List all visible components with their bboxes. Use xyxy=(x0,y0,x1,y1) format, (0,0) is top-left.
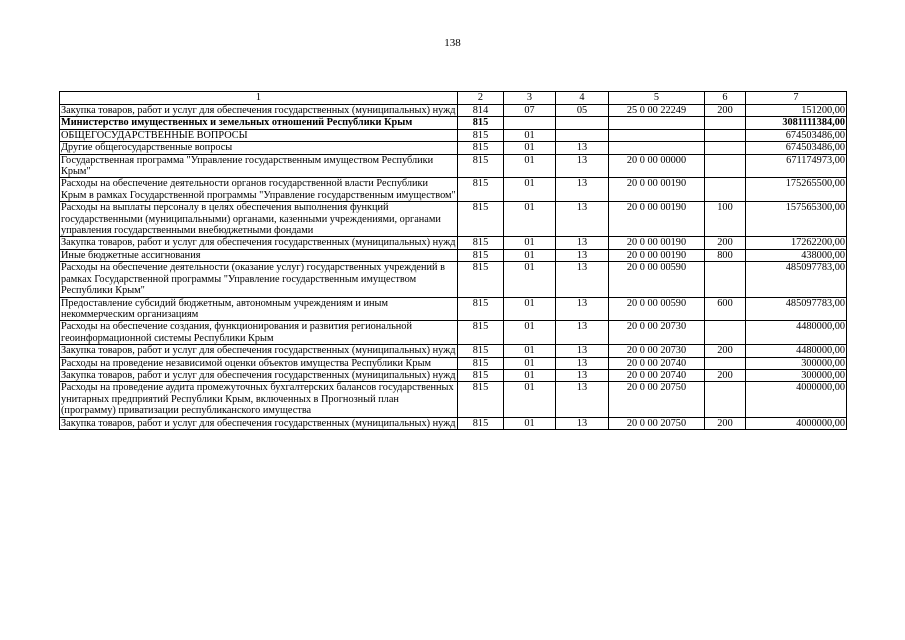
subsection-code xyxy=(556,129,609,141)
amount: 300000,00 xyxy=(746,369,847,381)
target-code: 20 0 00 20740 xyxy=(609,369,705,381)
admin-code: 815 xyxy=(458,202,504,237)
section-code: 01 xyxy=(504,154,556,178)
subsection-code: 05 xyxy=(556,105,609,117)
amount: 3081111384,00 xyxy=(746,117,847,129)
row-name: Расходы на обеспечение деятельности органов государственной власти Республики Крым в рамках Государственной программы "Управление государственным имуществом" xyxy=(61,178,456,201)
section-code: 01 xyxy=(504,345,556,357)
subsection-code: 13 xyxy=(556,262,609,297)
subsection-code: 13 xyxy=(556,369,609,381)
section-code: 01 xyxy=(504,249,556,261)
target-code: 20 0 00 20750 xyxy=(609,382,705,417)
section-code xyxy=(504,117,556,129)
target-code xyxy=(609,142,705,154)
expense-type-code xyxy=(705,142,746,154)
amount: 151200,00 xyxy=(746,105,847,117)
admin-code: 814 xyxy=(458,105,504,117)
expense-type-code xyxy=(705,154,746,178)
subsection-code: 13 xyxy=(556,417,609,429)
row-name: Иные бюджетные ассигнования xyxy=(60,249,458,261)
expense-type-code: 600 xyxy=(705,297,746,321)
admin-code: 815 xyxy=(458,357,504,369)
amount: 485097783,00 xyxy=(746,297,847,321)
admin-code: 815 xyxy=(458,417,504,429)
amount: 300000,00 xyxy=(746,357,847,369)
row-name: Расходы на выплаты персоналу в целях обеспечения выполнения функций государственными (муниципальными) органами, казенными учреждениями, органами управления государственными внебюджетными фондами xyxy=(60,202,458,237)
expense-type-code: 100 xyxy=(705,202,746,237)
subsection-code: 13 xyxy=(556,154,609,178)
expense-type-code: 800 xyxy=(705,249,746,261)
subsection-code: 13 xyxy=(556,249,609,261)
table-row xyxy=(60,297,847,321)
table-row xyxy=(60,154,847,178)
amount: 157565300,00 xyxy=(746,202,847,237)
column-header: 1 xyxy=(60,92,458,105)
table-row xyxy=(60,369,847,381)
subsection-code: 13 xyxy=(556,297,609,321)
expense-type-code: 200 xyxy=(705,345,746,357)
amount: 175265500,00 xyxy=(746,178,847,202)
row-name: Министерство имущественных и земельных отношений Республики Крым xyxy=(60,117,458,129)
expense-type-code xyxy=(705,357,746,369)
row-name: Расходы на обеспечение деятельности (оказание услуг) государственных учреждений в рамках Государственной программы "Управление государственным имуществом Республики Крым" xyxy=(60,262,458,297)
expense-type-code xyxy=(705,178,746,202)
subsection-code: 13 xyxy=(556,321,609,345)
table-row xyxy=(60,237,847,249)
amount: 674503486,00 xyxy=(746,142,847,154)
section-code: 01 xyxy=(504,262,556,297)
table-row xyxy=(60,262,847,297)
admin-code: 815 xyxy=(458,142,504,154)
target-code: 20 0 00 20750 xyxy=(609,417,705,429)
subsection-code: 13 xyxy=(556,237,609,249)
expense-type-code xyxy=(705,382,746,417)
section-code: 01 xyxy=(504,202,556,237)
subsection-code: 13 xyxy=(556,142,609,154)
amount: 438000,00 xyxy=(746,249,847,261)
expense-type-code xyxy=(705,117,746,129)
admin-code: 815 xyxy=(458,369,504,381)
amount: 4000000,00 xyxy=(746,382,847,417)
table-row xyxy=(60,249,847,261)
section-code: 01 xyxy=(504,357,556,369)
amount: 671174973,00 xyxy=(746,154,847,178)
expense-type-code: 200 xyxy=(705,417,746,429)
target-code: 20 0 00 00190 xyxy=(609,237,705,249)
table-body xyxy=(60,105,847,430)
table-row xyxy=(60,417,847,429)
target-code: 20 0 00 00190 xyxy=(609,202,705,237)
section-code: 07 xyxy=(504,105,556,117)
row-name: Закупка товаров, работ и услуг для обеспечения государственных (муниципальных) нужд xyxy=(61,105,456,116)
row-name: Государственная программа "Управление государственным имуществом Республики Крым" xyxy=(60,154,458,178)
table-row xyxy=(60,382,847,417)
amount: 485097783,00 xyxy=(746,262,847,297)
row-name: Расходы на проведение аудита промежуточных бухгалтерских балансов государственных унитарных предприятий Республики Крым, включенных в Прогнозный план (программу) приватизации республиканского имущества xyxy=(60,382,458,417)
column-header: 2 xyxy=(458,92,504,105)
table-row xyxy=(60,345,847,357)
expense-type-code xyxy=(705,262,746,297)
admin-code: 815 xyxy=(458,178,504,202)
amount: 4000000,00 xyxy=(746,417,847,429)
column-header: 6 xyxy=(705,92,746,105)
expense-type-code: 200 xyxy=(705,105,746,117)
row-name: Предоставление субсидий бюджетным, автономным учреждениям и иным некоммерческим организациям xyxy=(60,297,458,321)
section-code: 01 xyxy=(504,142,556,154)
subsection-code: 13 xyxy=(556,357,609,369)
section-code: 01 xyxy=(504,178,556,202)
admin-code: 815 xyxy=(458,262,504,297)
row-name: Закупка товаров, работ и услуг для обеспечения государственных (муниципальных) нужд xyxy=(61,237,456,249)
section-code: 01 xyxy=(504,297,556,321)
subsection-code xyxy=(556,117,609,129)
section-code: 01 xyxy=(504,129,556,141)
admin-code: 815 xyxy=(458,249,504,261)
page-number: 138 xyxy=(444,37,461,49)
admin-code: 815 xyxy=(458,297,504,321)
expense-type-code xyxy=(705,321,746,345)
table-row xyxy=(60,178,847,202)
admin-code: 815 xyxy=(458,129,504,141)
table-row xyxy=(60,105,847,117)
table-row xyxy=(60,142,847,154)
admin-code: 815 xyxy=(458,117,504,129)
section-code: 01 xyxy=(504,369,556,381)
row-name: Закупка товаров, работ и услуг для обеспечения государственных (муниципальных) нужд xyxy=(61,417,456,429)
column-header: 4 xyxy=(556,92,609,105)
header-row xyxy=(60,92,847,105)
subsection-code: 13 xyxy=(556,345,609,357)
section-code: 01 xyxy=(504,237,556,249)
amount: 4480000,00 xyxy=(746,321,847,345)
section-code: 01 xyxy=(504,417,556,429)
table-row xyxy=(60,202,847,237)
table-row xyxy=(60,129,847,141)
admin-code: 815 xyxy=(458,237,504,249)
column-header: 7 xyxy=(746,92,847,105)
subsection-code: 13 xyxy=(556,382,609,417)
row-name: ОБЩЕГОСУДАРСТВЕННЫЕ ВОПРОСЫ xyxy=(60,129,458,141)
admin-code: 815 xyxy=(458,321,504,345)
target-code: 20 0 00 00190 xyxy=(609,249,705,261)
table-row xyxy=(60,357,847,369)
target-code: 20 0 00 00590 xyxy=(609,262,705,297)
target-code: 20 0 00 20740 xyxy=(609,357,705,369)
target-code: 20 0 00 20730 xyxy=(609,345,705,357)
budget-table xyxy=(59,91,847,430)
target-code: 20 0 00 20730 xyxy=(609,321,705,345)
target-code: 20 0 00 00000 xyxy=(609,154,705,178)
table-row xyxy=(60,321,847,345)
admin-code: 815 xyxy=(458,382,504,417)
column-header: 5 xyxy=(609,92,705,105)
expense-type-code xyxy=(705,129,746,141)
row-name: Другие общегосударственные вопросы xyxy=(60,142,458,154)
target-code: 25 0 00 22249 xyxy=(609,105,705,117)
expense-type-code: 200 xyxy=(705,237,746,249)
section-code: 01 xyxy=(504,321,556,345)
row-name: Расходы на проведение независимой оценки объектов имущества Республики Крым xyxy=(60,357,458,369)
target-code xyxy=(609,117,705,129)
admin-code: 815 xyxy=(458,345,504,357)
row-name: Закупка товаров, работ и услуг для обеспечения государственных (муниципальных) нужд xyxy=(61,345,456,357)
subsection-code: 13 xyxy=(556,202,609,237)
table-row xyxy=(60,117,847,129)
amount: 17262200,00 xyxy=(746,237,847,249)
section-code: 01 xyxy=(504,382,556,417)
row-name: Закупка товаров, работ и услуг для обеспечения государственных (муниципальных) нужд xyxy=(61,369,456,381)
target-code: 20 0 00 00190 xyxy=(609,178,705,202)
target-code xyxy=(609,129,705,141)
column-header: 3 xyxy=(504,92,556,105)
target-code: 20 0 00 00590 xyxy=(609,297,705,321)
expense-type-code: 200 xyxy=(705,369,746,381)
admin-code: 815 xyxy=(458,154,504,178)
amount: 674503486,00 xyxy=(746,129,847,141)
subsection-code: 13 xyxy=(556,178,609,202)
row-name: Расходы на обеспечение создания, функционирования и развития региональной геоинформационной системы Республики Крым xyxy=(60,321,458,345)
amount: 4480000,00 xyxy=(746,345,847,357)
